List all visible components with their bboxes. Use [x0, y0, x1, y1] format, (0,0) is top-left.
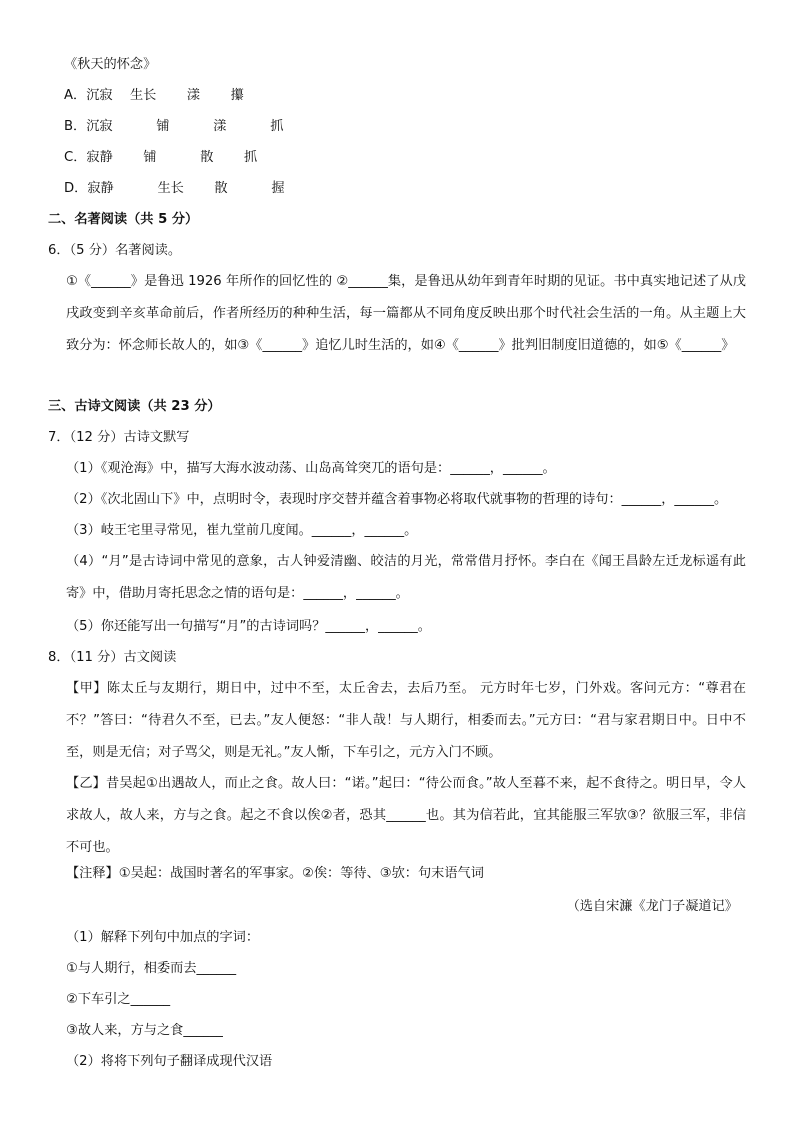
subquestion-1-a: ①与人期行，相委而去______	[66, 961, 237, 976]
annotation-note: 【注释】①吴起：战国时著名的军事家。②俟：等待、③欤：句末语气词	[66, 866, 484, 881]
subquestion-1-c: ③故人来，方与之食______	[66, 1023, 223, 1038]
source-citation: （选自宋濂《龙门子凝道记》	[566, 899, 738, 914]
option-a: A．沉寂 生长 漾 攥	[64, 88, 244, 103]
question-8-title: 8．（11 分）古文阅读	[48, 650, 177, 665]
subquestion-1: （1）解释下列句中加点的字词：	[66, 930, 260, 945]
subquestion-2: （2）将将下列句子翻译成现代汉语	[66, 1054, 273, 1069]
section-3-heading: 三、古诗文阅读（共 23 分）	[48, 399, 221, 414]
option-d: D．寂静 生长 散 握	[64, 181, 285, 196]
passage-jia: 【甲】陈太丘与友期行，期日中，过中不至，太丘舍去，去后乃至。 元方时年七岁，门外戏。客问元方：“尊君在不？”答曰：“待君久不至，已去。”友人便怒：“非人哉！与人期行，相委而去。”元方曰：“君与家君期日中。日中不至，则是无信；对子骂父，则是无礼。”友人惭，下车引之，元方入门不顾。	[66, 681, 746, 760]
question-7-item-4: （4）“月”是古诗词中常见的意象，古人钟爱清幽、皎洁的月光，常常借月抒怀。李白在《闻王昌龄左迁龙标遥有此寄》中，借助月寄托思念之情的语句是：______，______。	[66, 554, 746, 601]
question-6-body: ①《______》是鲁迅 1926 年所作的回忆性的 ②______集，是鲁迅从幼年到青年时期的见证。书中真实地记述了从戊戌政变到辛亥革命前后，作者所经历的种种生活，每一篇都从不同角度反映出那个时代社会生活的一角。从主题上大致分为：怀念师长故人的，如③《______》追忆儿时生活的，如④《______》批判旧制度旧道德的，如⑤《______》	[66, 274, 746, 353]
question-7-item-3: （3）岐王宅里寻常见，崔九堂前几度闻。______，______。	[66, 523, 418, 538]
subquestion-1-b: ②下车引之______	[66, 992, 171, 1007]
option-b: B．沉寂 铺 漾 抓	[64, 119, 284, 134]
passage-title: 《秋天的怀念》	[64, 57, 157, 72]
question-7-item-1: （1）《观沧海》中，描写大海水波动荡、山岛高耸突兀的语句是：______，______。	[66, 461, 556, 476]
question-7-item-5: （5）你还能写出一句描写“月”的古诗词吗？______，______。	[66, 619, 431, 634]
option-c: C．寂静 铺 散 抓	[64, 150, 258, 165]
section-2-heading: 二、名著阅读（共 5 分）	[48, 212, 199, 227]
question-7-title: 7．（12 分）古诗文默写	[48, 430, 190, 445]
passage-yi: 【乙】昔吴起①出遇故人，而止之食。故人曰：“诺。”起曰：“待公而食。”故人至暮不来，起不食待之。明日早，令人求故人，故人来，方与之食。起之不食以俟②者，恐其______也。其为信若此，宜其能服三军欤③？欲服三军，非信不可也。	[66, 776, 746, 855]
question-7-item-2: （2）《次北固山下》中，点明时令，表现时序交替并蕴含着事物必将取代就事物的哲理的诗句：______，______。	[66, 492, 728, 507]
question-6-title: 6．（5 分）名著阅读。	[48, 243, 182, 258]
